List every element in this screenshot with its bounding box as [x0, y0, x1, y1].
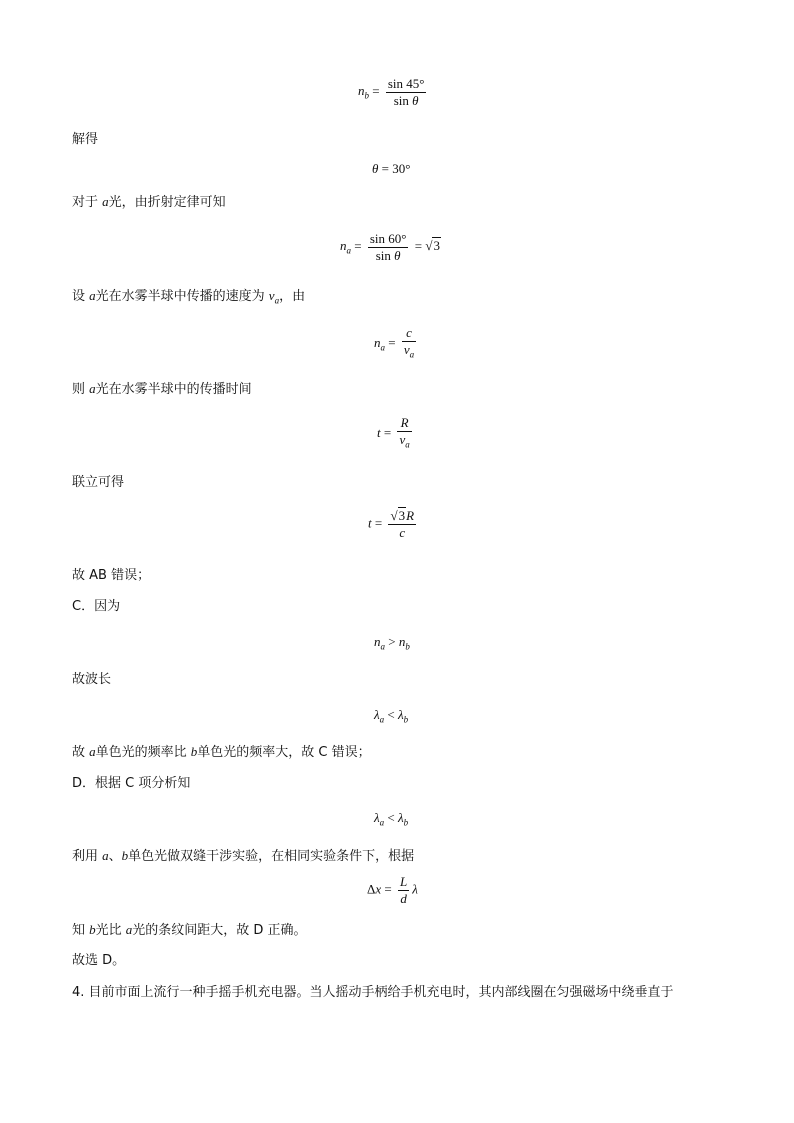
text-use-double-slit: 利用 a、b单色光做双缝干涉实验，在相同实验条件下，根据: [72, 848, 415, 864]
equation-lambda-1: $\lambda_a < \lambda_b$: [374, 707, 409, 725]
equation-t1: t = $\frac{R}{v_a}$: [377, 415, 410, 450]
text-frequency: 故 a单色光的频率比 b单色光的频率大，故 C 错误；: [72, 744, 371, 760]
text-solve: 解得: [72, 132, 99, 147]
equation-theta: θ = 30°: [372, 161, 411, 176]
text-question-4: 4. 目前市面上流行一种手摇手机充电器。当人摇动手柄给手机充电时，其内部线圈在匀强磁场中绕垂直于: [72, 985, 674, 1000]
equation-nb: $n_b$ = $\frac{\sin 45^\circ}{\text{sin θ}}$: [358, 76, 425, 108]
text-so-wavelength: 故波长: [72, 672, 112, 687]
text-time: 则 a光在水雾半球中的传播时间: [72, 381, 252, 397]
text-ab-wrong: 故 AB 错误；: [72, 568, 151, 583]
equation-t2: t = $\frac{√3R}{c}$: [368, 508, 415, 540]
text-c-because: C．因为: [72, 599, 121, 614]
text-combine: 联立可得: [72, 475, 125, 490]
text-choose-d: 故选 D。: [72, 953, 126, 968]
equation-na-gt-nb: $n_a > n_b$: [374, 634, 410, 652]
equation-delta-x: Δx = $\frac{L}{d}$ λ: [367, 874, 418, 906]
text-d-analysis: D．根据 C 项分析知: [72, 776, 191, 791]
text-for-a: 对于 a光，由折射定律可知: [72, 194, 226, 210]
equation-lambda-2: $\lambda_a < \lambda_b$: [374, 810, 409, 828]
equation-na-snell: $n_a$ = $\frac{\sin 60^\circ}{\text{sin θ}}$ = √3: [340, 231, 440, 263]
equation-na-speed: $n_a$ = $\frac{c}{v_a}$: [374, 325, 415, 360]
text-know-b: 知 b光比 a光的条纹间距大，故 D 正确。: [72, 922, 307, 938]
text-speed: 设 a光在水雾半球中传播的速度为 $v_a$，由: [72, 288, 306, 306]
